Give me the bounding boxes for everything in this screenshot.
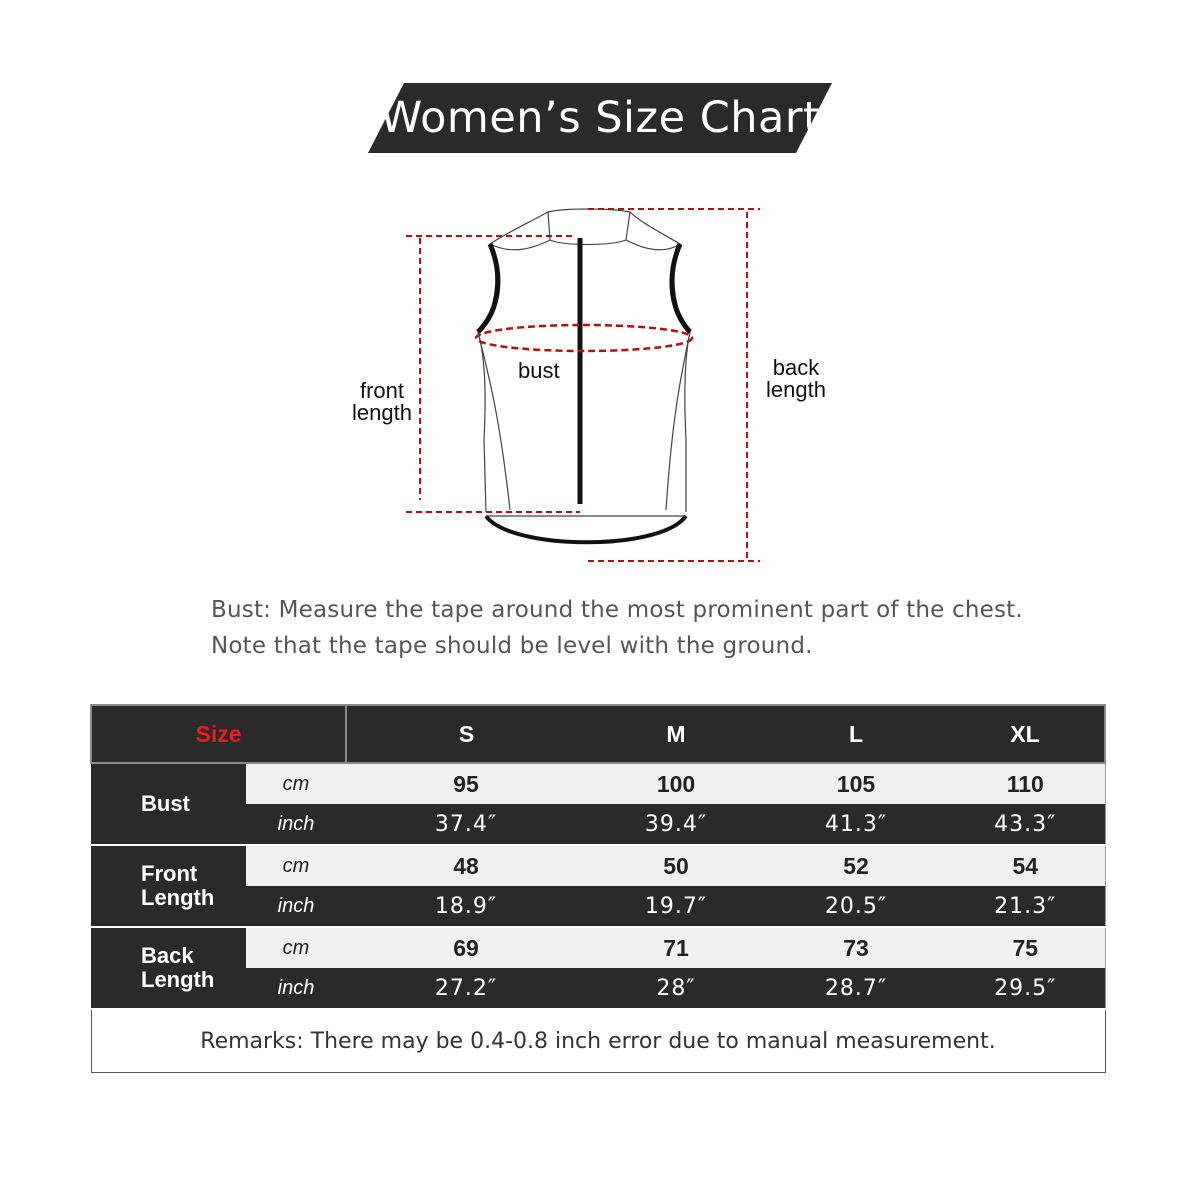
size-column-header: L: [766, 705, 946, 763]
table-cell: 71: [586, 927, 766, 968]
table-cell: 41.3″: [766, 804, 946, 845]
unit-label: inch: [246, 968, 346, 1009]
table-cell: 43.3″: [946, 804, 1105, 845]
row-group-bust: Bust: [91, 763, 246, 845]
vest-diagram: [340, 200, 860, 575]
table-cell: 110: [946, 763, 1105, 804]
table-cell: 27.2″: [346, 968, 586, 1009]
unit-label: inch: [246, 886, 346, 927]
table-cell: 37.4″: [346, 804, 586, 845]
table-cell: 52: [766, 845, 946, 886]
table-row: [91, 845, 1105, 886]
table-cell: 28″: [586, 968, 766, 1009]
back-length-label: back length: [766, 355, 826, 402]
table-cell: 48: [346, 845, 586, 886]
vest-hem: [486, 516, 686, 542]
remarks-row: [91, 1009, 1105, 1073]
row-group-front-length: Front Length: [91, 845, 246, 927]
table-row: [91, 927, 1105, 968]
size-header: Size: [91, 705, 346, 763]
size-column-header: M: [586, 705, 766, 763]
table-cell: 75: [946, 927, 1105, 968]
unit-label: cm: [246, 927, 346, 968]
table-cell: 50: [586, 845, 766, 886]
size-table: [90, 704, 1106, 1073]
vest-right-side: [630, 212, 690, 512]
unit-label: cm: [246, 763, 346, 804]
table-cell: 69: [346, 927, 586, 968]
unit-label: inch: [246, 804, 346, 845]
note-line-1: Bust: Measure the tape around the most prominent part of the chest.: [211, 597, 1023, 623]
table-cell: 19.7″: [586, 886, 766, 927]
table-cell: 73: [766, 927, 946, 968]
front-length-label: front length: [352, 378, 412, 425]
table-header-row: [91, 705, 1105, 763]
table-cell: 29.5″: [946, 968, 1105, 1009]
table-cell: 21.3″: [946, 886, 1105, 927]
table-cell: 28.7″: [766, 968, 946, 1009]
title-banner: [368, 83, 832, 153]
row-group-back-length: Back Length: [91, 927, 246, 1009]
page-title: Women’s Size Chart: [379, 93, 821, 143]
table-cell: 39.4″: [586, 804, 766, 845]
bust-guide: [476, 325, 692, 351]
unit-label: cm: [246, 845, 346, 886]
bust-label: bust: [518, 358, 560, 383]
table-cell: 18.9″: [346, 886, 586, 927]
table-cell: 54: [946, 845, 1105, 886]
size-column-header: XL: [946, 705, 1105, 763]
table-cell: 95: [346, 763, 586, 804]
vest-collar: [548, 209, 630, 245]
size-column-header: S: [346, 705, 586, 763]
table-cell: 100: [586, 763, 766, 804]
note-line-2: Note that the tape should be level with the ground.: [211, 633, 813, 659]
table-cell: 105: [766, 763, 946, 804]
table-cell: 20.5″: [766, 886, 946, 927]
remarks-text: Remarks: There may be 0.4-0.8 inch error due to manual measurement.: [91, 1009, 1105, 1073]
table-row: [91, 763, 1105, 804]
